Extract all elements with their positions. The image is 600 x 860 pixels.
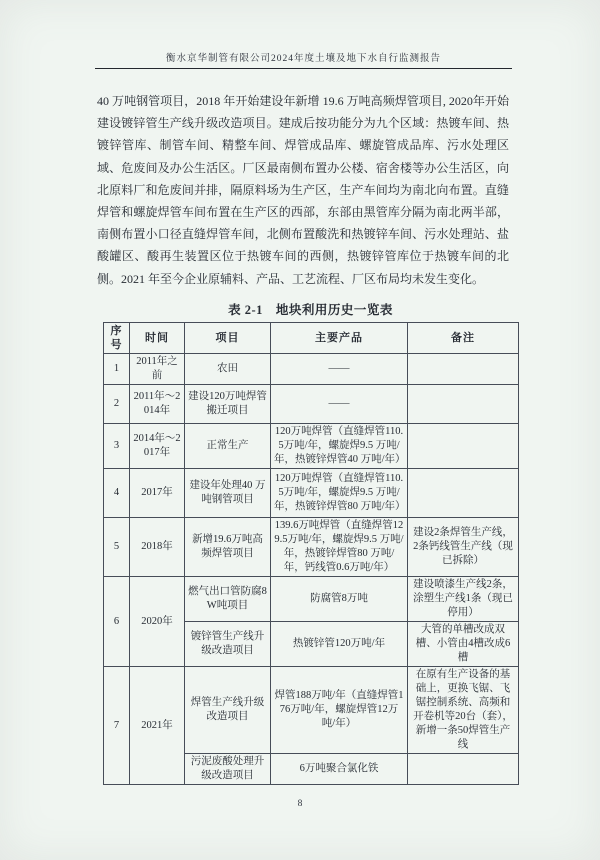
cell-product: 6万吨聚合氯化铁	[271, 754, 408, 785]
table-row	[104, 577, 519, 622]
cell-note	[408, 354, 519, 385]
cell-index: 3	[104, 424, 130, 469]
cell-project: 焊管生产线升级改造项目	[185, 667, 271, 754]
table-row	[104, 518, 519, 577]
cell-project: 建设年处理40 万吨钢管项目	[185, 469, 271, 518]
cell-project: 镀锌管生产线升级改造项目	[185, 622, 271, 667]
cell-product: ——	[271, 354, 408, 385]
cell-note	[408, 469, 519, 518]
cell-time: 2018年	[130, 518, 185, 577]
cell-product: 139.6万吨焊管（直缝焊管129.5万吨/年，螺旋焊9.5 万吨/年，热镀锌焊管80 万吨/年，钙线管0.6万吨/年）	[271, 518, 408, 577]
cell-index: 6	[104, 577, 130, 667]
table-header-row	[104, 323, 519, 354]
column-header-time: 时间	[130, 323, 185, 354]
column-header-note: 备注	[408, 323, 519, 354]
cell-project: 农田	[185, 354, 271, 385]
cell-index: 5	[104, 518, 130, 577]
cell-note: 建设喷漆生产线2条，涂塑生产线1条（现已停用）	[408, 577, 519, 622]
cell-note: 大管的单槽改成双槽、小管由4槽改成6槽	[408, 622, 519, 667]
cell-note: 建设2条焊管生产线，2条钙线管生产线（现已拆除）	[408, 518, 519, 577]
cell-index: 4	[104, 469, 130, 518]
cell-note	[408, 754, 519, 785]
land-use-history-table	[103, 322, 519, 785]
cell-time: 2011年～2014年	[130, 385, 185, 424]
table-caption: 表 2-1 地块利用历史一览表	[228, 303, 393, 317]
cell-index: 7	[104, 667, 130, 785]
cell-time: 2021年	[130, 667, 185, 785]
cell-project: 污泥废酸处理升级改造项目	[185, 754, 271, 785]
table-row	[104, 469, 519, 518]
page-header-title: 衡水京华制管有限公司2024年度土壤及地下水自行监测报告	[95, 50, 512, 69]
column-header-product: 主要产品	[271, 323, 408, 354]
body-paragraph: 40 万吨钢管项目，2018 年开始建设年新增 19.6 万吨高频焊管项目, 2020年开始建设镀锌管生产线升级改造项目。建成后按功能分为九个区域：热镀车间、热镀锌管库、制管车间、精整车间、焊管成品库、螺旋管成品库、污水处理区域、危废间及办公生活区。厂区最南侧布置办公楼、宿舍楼等办公生活区，向北原料厂和危废间并排，隔原料场为生产区，生产车间均为南北向布置。直缝焊管和螺旋焊管车间布置在生产区的西部，东部由黑管库分隔为南北两半部，南侧布置小口径直缝焊管车间，北侧布置酸洗和热镀锌车间、污水处理站、盐酸罐区、酸再生装置区位于热镀车间的西侧，热镀锌管库位于热镀车间的北侧。2021 年至今企业原辅料、产品、工艺流程、厂区布局均未发生变化。	[97, 94, 509, 286]
cell-product: 120万吨焊管（直缝焊管110.5万吨/年，螺旋焊9.5 万吨/年，热镀锌焊管40 万吨/年）	[271, 424, 408, 469]
cell-index: 2	[104, 385, 130, 424]
table-row	[104, 385, 519, 424]
cell-note	[408, 424, 519, 469]
cell-note: 在原有生产设备的基础上，更换飞锯、飞锯控制系统、高频和开卷机等20台（套），新增一条50焊管生产线	[408, 667, 519, 754]
cell-project: 新增19.6万吨高频焊管项目	[185, 518, 271, 577]
cell-project: 燃气出口管防腐8W吨项目	[185, 577, 271, 622]
cell-time: 2011年之前	[130, 354, 185, 385]
cell-product: 防腐管8万吨	[271, 577, 408, 622]
cell-time: 2017年	[130, 469, 185, 518]
table-row	[104, 354, 519, 385]
cell-time: 2014年～2017年	[130, 424, 185, 469]
cell-time: 2020年	[130, 577, 185, 667]
cell-project: 正常生产	[185, 424, 271, 469]
cell-project: 建设120万吨焊管搬迁项目	[185, 385, 271, 424]
cell-product: 120万吨焊管（直缝焊管110.5万吨/年，螺旋焊9.5 万吨/年，热镀锌焊管80 万吨/年）	[271, 469, 408, 518]
cell-product: ——	[271, 385, 408, 424]
column-header-project: 项目	[185, 323, 271, 354]
cell-note	[408, 385, 519, 424]
cell-product: 热镀锌管120万吨/年	[271, 622, 408, 667]
column-header-index: 序号	[104, 323, 130, 354]
table-row	[104, 424, 519, 469]
cell-index: 1	[104, 354, 130, 385]
table-row	[104, 667, 519, 754]
cell-product: 焊管188万吨/年（直缝焊管176万吨/年，螺旋焊管12万吨/年）	[271, 667, 408, 754]
page-number: 8	[297, 799, 303, 809]
